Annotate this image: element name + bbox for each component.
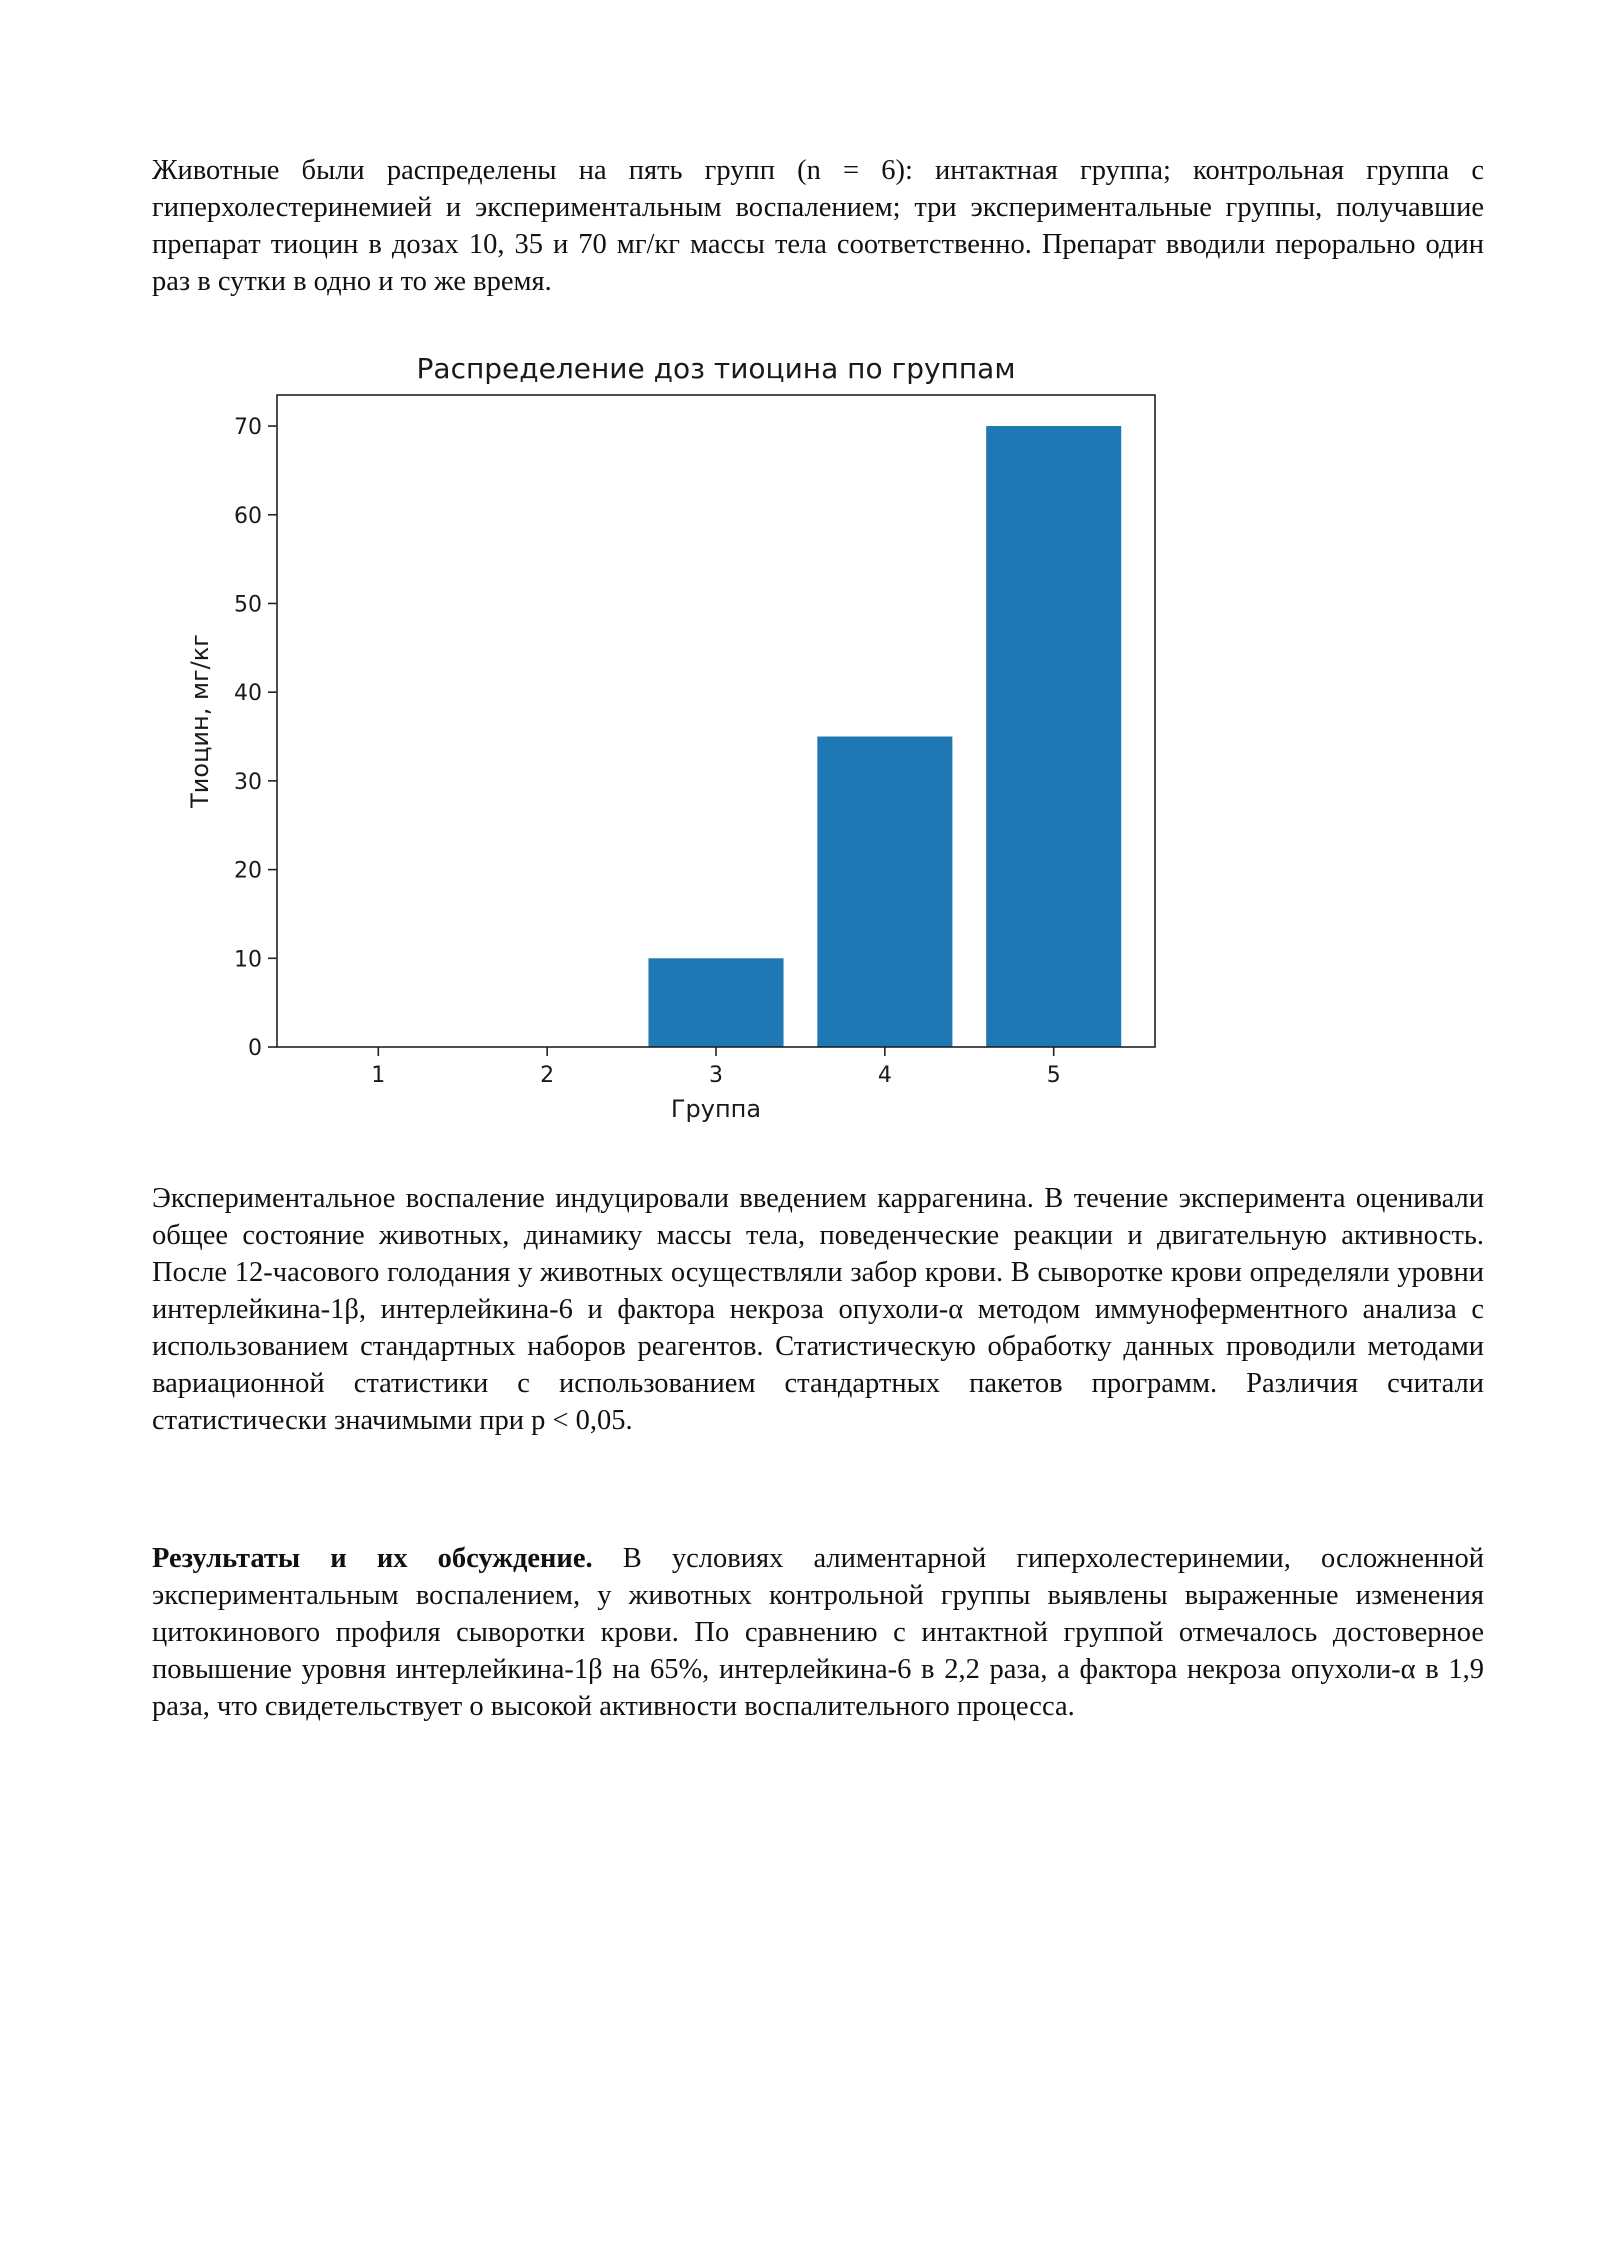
bar-group-5 <box>986 426 1121 1047</box>
y-tick-label: 40 <box>234 681 262 707</box>
paragraph-methods: Экспериментальное воспаление индуцировали введением каррагенина. В течение эксперимента оценивали общее состояние животных, динамику массы тела, поведенческие реакции и двигательную активность. После 12-часового голодания у животных осуществляли забор крови. В сыворотке крови определяли уровни интерлейкина-1β, интерлейкина-6 и фактора некроза опухоли-α методом иммуноферментного анализа с использованием стандартных наборов реагентов. Статистическую обработку данных проводили методами вариационной статистики с использованием стандартных пакетов программ. Различия считали статистически значимыми при p < 0,05. <box>152 1183 1484 1436</box>
x-tick-label: 2 <box>540 1063 555 1088</box>
x-tick-label: 4 <box>877 1063 892 1088</box>
y-tick-label: 70 <box>234 415 262 441</box>
bars <box>648 426 1121 1047</box>
dose-bar-chart <box>160 335 1200 1135</box>
x-tick-label: 5 <box>1046 1063 1061 1088</box>
results-heading: Результаты и их обсуждение. <box>152 1543 593 1574</box>
y-tick-label: 60 <box>234 503 262 529</box>
y-tick-label: 20 <box>234 858 262 884</box>
bar-group-4 <box>817 737 952 1047</box>
x-tick-label: 3 <box>709 1063 723 1088</box>
y-tick-label: 50 <box>234 592 262 618</box>
paragraph-groups: Животные были распределены на пять групп (n = 6): интактная группа; контрольная группа с гиперхолестеринемией и экспериментальным воспалением; три экспериментальные группы, получавшие препарат тиоцин в дозах 10, 35 и 70 мг/кг массы тела соответственно. Препарат вводили перорально один раз в сутки в одно и то же время. <box>152 155 1484 297</box>
x-axis-label: Группа <box>670 1095 762 1123</box>
x-tick-label: 1 <box>371 1063 386 1088</box>
y-tick-label: 10 <box>234 947 262 973</box>
chart-title: Распределение доз тиоцина по группам <box>416 352 1016 385</box>
y-tick-label: 0 <box>248 1036 262 1061</box>
x-axis-ticks <box>371 1047 1060 1088</box>
results-body: В условиях алиментарной гиперхолестеринемии, осложненной экспериментальным воспалением, у животных контрольной группы выявлены выраженные изменения цитокинового профиля сыворотки крови. По сравнению с интактной группой отмечалось достоверное повышение уровня интерлейкина-1β на 65%, интерлейкина-6 в 2,2 раза, а фактора некроза опухоли-α в 1,9 раза, что свидетельствует о высокой активности воспалительного процесса. <box>152 1543 1484 1722</box>
bar-group-3 <box>648 958 783 1047</box>
y-axis-ticks <box>234 415 277 1061</box>
y-tick-label: 30 <box>234 769 262 795</box>
y-axis-label: Тиоцин, мг/кг <box>186 634 214 808</box>
paragraph-results <box>152 1540 1484 1725</box>
